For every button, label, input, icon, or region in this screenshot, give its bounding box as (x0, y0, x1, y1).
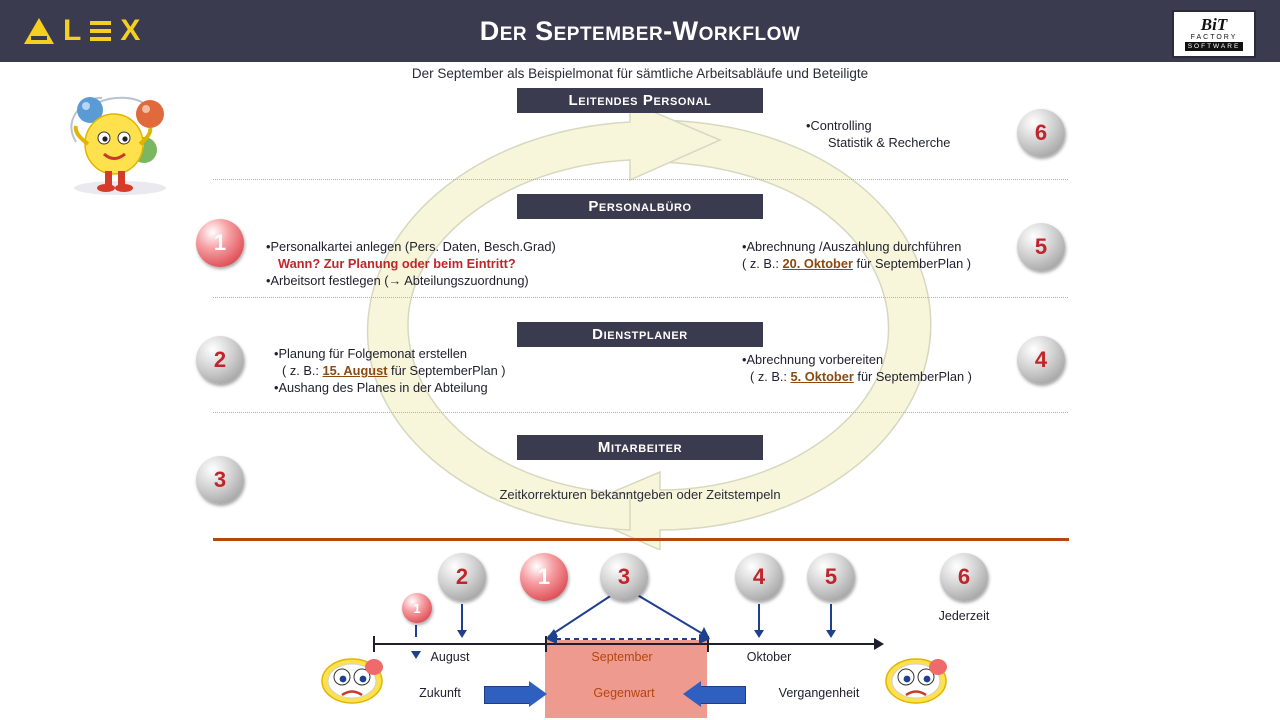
arrow-past-to-present-icon (700, 686, 746, 704)
note-vorbereiten-suffix: für SeptemberPlan ) (853, 369, 972, 384)
mascot-juggler-icon (50, 72, 190, 197)
note-abrechnung-suffix: für SeptemberPlan ) (852, 256, 972, 271)
note-abrechnung-vorbereiten (742, 351, 972, 385)
step-badge-3: 3 (196, 456, 244, 504)
timeline-label-zukunft: Zukunft (419, 686, 461, 700)
divider-band-1 (213, 179, 1068, 180)
timeline-badge-6: 6 (940, 553, 988, 601)
timeline-label-august: August (430, 650, 470, 664)
timeline-badge-3: 3 (600, 553, 648, 601)
lane-title-leitendes-personal: Leitendes Personal (517, 88, 763, 113)
clock-mascot-right-icon (880, 655, 952, 707)
step-badge-5: 5 (1017, 223, 1065, 271)
timeline-label-oktober: Oktober (746, 650, 792, 664)
note-abrechnung-line2 (742, 255, 971, 272)
timeline-arrow-2-down-icon (461, 604, 463, 630)
arrow-future-to-present-icon (484, 686, 530, 704)
timeline-label-gegenwart: Gegenwart (593, 686, 655, 700)
logo-letter-x: X (120, 14, 141, 47)
timeline-arrow-4-down-icon (758, 604, 760, 630)
divider-band-3 (213, 412, 1068, 413)
bit-factory-logo (1172, 10, 1256, 58)
cycle-arrow-graphic (330, 90, 960, 550)
timeline-label-jederzeit: Jederzeit (938, 609, 990, 623)
note-abrechnung-date: 20. Oktober (782, 256, 853, 271)
bit-logo-name: BiT (1200, 15, 1228, 34)
note-planung-suffix: für SeptemberPlan ) (387, 363, 506, 378)
note-planung-line2 (274, 362, 506, 379)
logo-letter-l: L (63, 14, 82, 47)
timeline-tick-start (373, 636, 375, 652)
step-badge-1: 1 (196, 219, 244, 267)
lane-title-dienstplaner: Dienstplaner (517, 322, 763, 347)
note-aushang: •Aushang des Planes in der Abteilung (274, 380, 488, 395)
note-mitarbeiter: Zeitkorrekturen bekanntgeben oder Zeitstempeln (499, 487, 781, 502)
note-vorbereiten-line1: •Abrechnung vorbereiten (742, 352, 884, 367)
note-controlling (806, 117, 950, 151)
note-personalbuero-left (266, 238, 556, 289)
timeline-badge-2: 2 (438, 553, 486, 601)
note-arbeitsort: •Arbeitsort festlegen (→ Abteilungszuordnung) (266, 273, 529, 288)
timeline-badge-4: 4 (735, 553, 783, 601)
lane-title-mitarbeiter: Mitarbeiter (517, 435, 763, 460)
note-abrechnung-line1: •Abrechnung /Auszahlung durchführen (742, 239, 962, 254)
timeline-badge-1: 1 (520, 553, 568, 601)
note-planung-folgemonat (274, 345, 506, 396)
note-planung-date: 15. August (322, 363, 388, 378)
subtitle: Der September als Beispielmonat für sämtliche Arbeitsabläufe und Beteiligte (411, 66, 869, 81)
note-abrechnung-prefix: ( z. B.: (742, 256, 783, 271)
lane-title-personalbuero: Personalbüro (517, 194, 763, 219)
step-badge-4: 4 (1017, 336, 1065, 384)
clock-mascot-left-icon (316, 655, 388, 707)
note-wann-frage: Wann? Zur Planung oder beim Eintritt? (278, 256, 516, 271)
page-title: Der September-Workflow (479, 16, 801, 46)
timeline-arrow-1small-down-icon (415, 625, 417, 637)
divider-band-2 (213, 297, 1068, 298)
timeline-label-vergangenheit: Vergangenheit (778, 686, 860, 700)
timeline-arrow-head-icon (874, 638, 884, 650)
timeline-label-september: September (591, 650, 653, 664)
note-vorbereiten-line2 (742, 368, 972, 385)
note-vorbereiten-prefix: ( z. B.: (750, 369, 791, 384)
timeline-arrow-5-down-icon (830, 604, 832, 630)
bit-logo-factory: FACTORY (1190, 34, 1238, 41)
note-abrechnung-auszahlung (742, 238, 971, 272)
note-controlling-line1: •Controlling (806, 118, 872, 133)
note-planung-prefix: ( z. B.: (282, 363, 323, 378)
timeline-badge-1-small: 1 (402, 593, 432, 623)
step-badge-2: 2 (196, 336, 244, 384)
section-divider-orange (213, 538, 1069, 541)
note-personalkartei: •Personalkartei anlegen (Pers. Daten, Besch.Grad) (266, 239, 556, 254)
note-planung-line1: •Planung für Folgemonat erstellen (274, 346, 467, 361)
note-vorbereiten-date: 5. Oktober (790, 369, 854, 384)
step-badge-6: 6 (1017, 109, 1065, 157)
note-controlling-line2: Statistik & Recherche (828, 135, 951, 150)
timeline-badge-5: 5 (807, 553, 855, 601)
bit-logo-software: SOFTWARE (1185, 42, 1244, 51)
